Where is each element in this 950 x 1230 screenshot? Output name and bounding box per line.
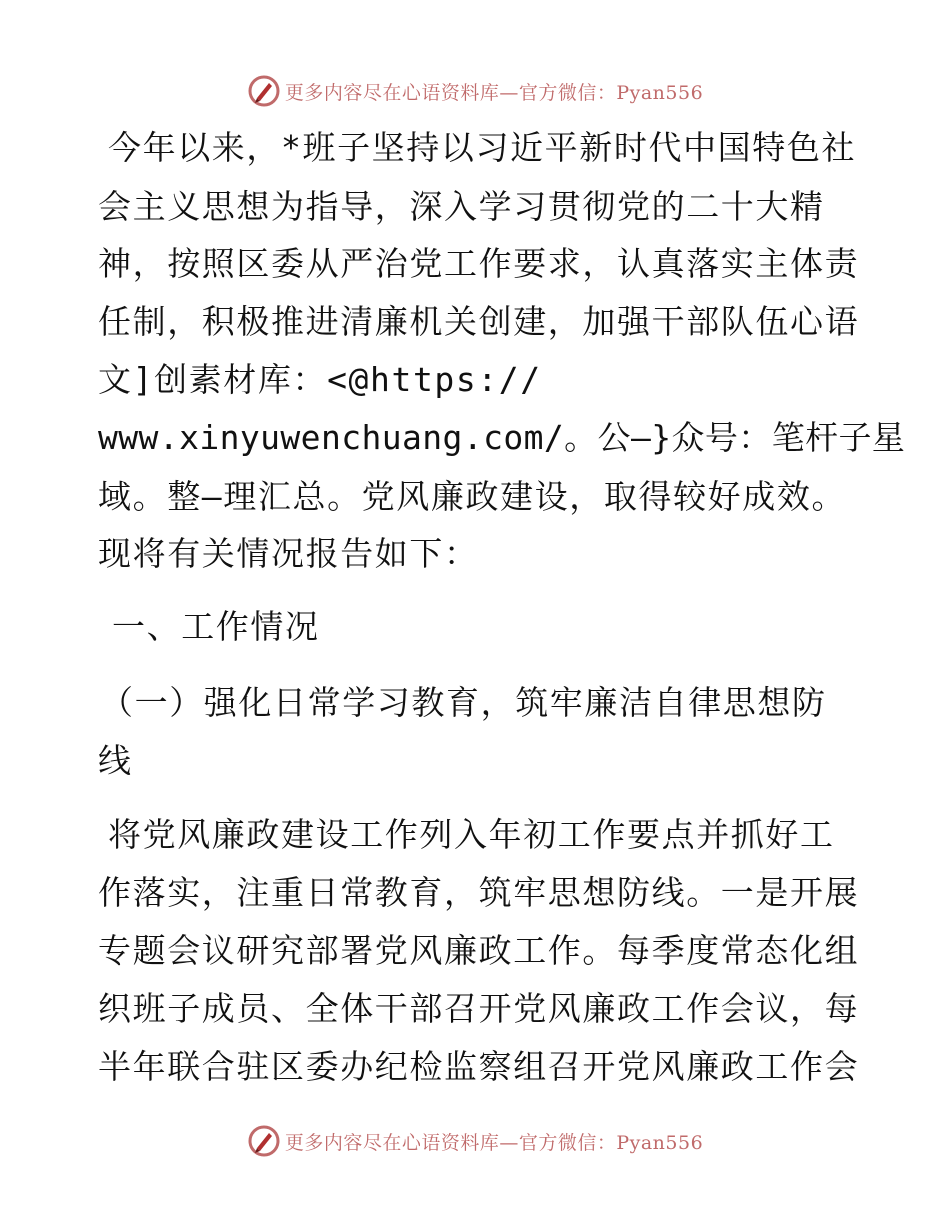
section-heading: 一、工作情况 [112,607,320,646]
paragraph1-line-1: 今年以来，*班子坚持以习近平新时代中国特色社 [108,128,857,167]
paragraph2-line-3: 专题会议研究部署党风廉政工作。每季度常态化组 [98,931,860,970]
paragraph2-line-5: 半年联合驻区委办纪检监察组召开党风廉政工作会 [98,1047,860,1086]
paragraph2-line-4: 织班子成员、全体干部召开党风廉政工作会议，每 [98,989,860,1028]
watermark-text: 更多内容尽在心语资料库—官方微信：Pyan556 [284,81,704,104]
paragraph1-line-5: 文]创素材库：<@https:// [98,360,542,399]
paragraph1-line-7: 域。整—理汇总。党风廉政建设，取得较好成效。 [98,477,847,516]
paragraph2-line-2: 作落实，注重日常教育，筑牢思想防线。一是开展 [98,873,860,912]
subsection-heading-line-2: 线 [98,741,133,780]
paragraph1-line-4: 任制，积极推进清廉机关创建，加强干部队伍心语 [98,302,860,341]
paragraph1-line-6: www.xinyuwenchuang.com/。公—}众号：笔杆子星 [98,418,906,457]
watermark-text: 更多内容尽在心语资料库—官方微信：Pyan556 [284,1131,704,1154]
subsection-heading-line-1: （一）强化日常学习教育，筑牢廉洁自律思想防 [100,683,827,722]
paragraph2-line-1: 将党风廉政建设工作列入年初工作要点并抓好工 [108,815,835,854]
pen-seal-icon [247,1124,281,1158]
paragraph1-line-8: 现将有关情况报告如下： [98,534,479,573]
paragraph1-line-3: 神，按照区委从严治党工作要求，认真落实主体责 [98,244,860,283]
paragraph1-line-2: 会主义思想为指导，深入学习贯彻党的二十大精 [98,187,825,226]
watermark-footer [0,1121,950,1161]
watermark-header [0,71,950,111]
pen-seal-icon [247,74,281,108]
